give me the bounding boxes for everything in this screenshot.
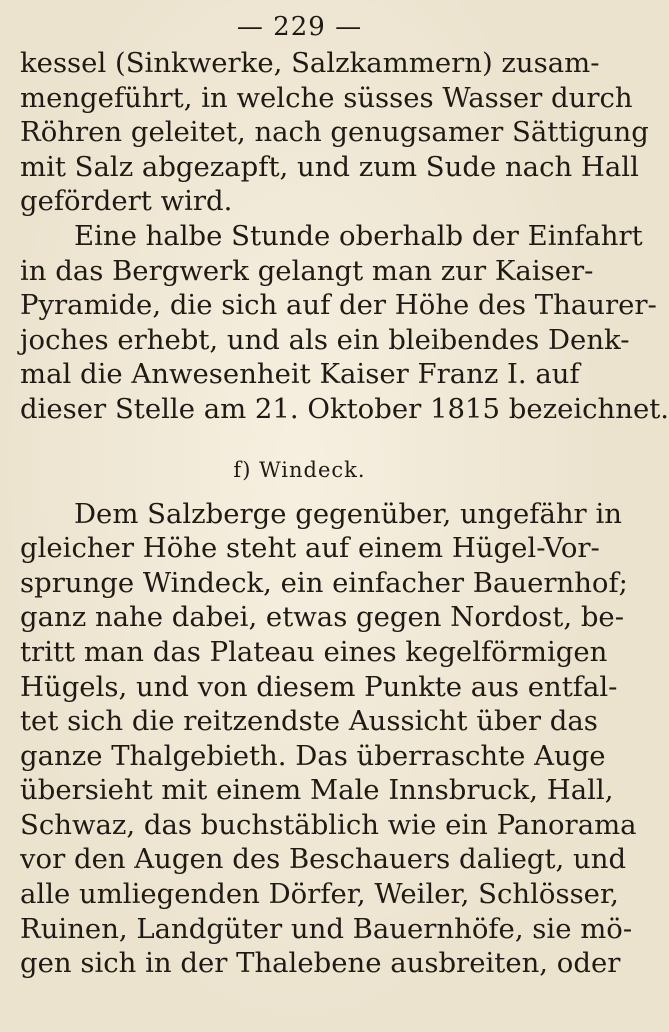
- text-line: Dem Salzberge gegenüber, ungefähr in: [74, 497, 622, 530]
- text-line: tritt man das Plateau eines kegelförmigen: [20, 635, 608, 668]
- text-line: gefördert wird.: [20, 185, 233, 218]
- text-line: Eine halbe Stunde oberhalb der Einfahrt: [74, 219, 643, 252]
- text-line: mengeführt, in welche süsses Wasser durch: [20, 81, 633, 114]
- text-line: vor den Augen des Beschauers daliegt, und: [20, 843, 627, 876]
- paragraph-1: [20, 46, 649, 219]
- text-line: alle umliegenden Dörfer, Weiler, Schlösser,: [20, 878, 619, 911]
- paragraph-2: [20, 219, 669, 427]
- text-line: Pyramide, die sich auf der Höhe des Thaurer-: [20, 289, 657, 322]
- text-line: Hügels, und von diesem Punkte aus entfal-: [20, 670, 618, 703]
- text-line: mit Salz abgezapft, und zum Sude nach Hall: [20, 150, 639, 183]
- text-line: mal die Anwesenheit Kaiser Franz I. auf: [20, 358, 580, 391]
- page-number: — 229 —: [236, 12, 363, 42]
- text-line: sprunge Windeck, ein einfacher Bauernhof;: [20, 566, 628, 599]
- text-line: ganze Thalgebieth. Das überraschte Auge: [20, 739, 606, 772]
- text-line: dieser Stelle am 21. Oktober 1815 bezeichnet.: [20, 392, 669, 425]
- text-line: ganz nahe dabei, etwas gegen Nordost, be-: [20, 601, 624, 634]
- text-line: Röhren geleitet, nach genugsamer Sättigung: [20, 116, 649, 149]
- text-line: übersieht mit einem Male Innsbruck, Hall,: [20, 774, 614, 807]
- paragraph-3: [20, 497, 637, 981]
- text-line: Schwaz, das buchstäblich wie ein Panorama: [20, 808, 637, 841]
- text-line: tet sich die reitzendste Aussicht über das: [20, 705, 598, 738]
- text-line: gen sich in der Thalebene ausbreiten, oder: [20, 947, 621, 980]
- text-line: kessel (Sinkwerke, Salzkammern) zusam-: [20, 47, 600, 79]
- section-heading: f) Windeck.: [233, 457, 366, 482]
- text-line: joches erhebt, und als ein bleibendes Denk-: [20, 323, 630, 356]
- text-line: Ruinen, Landgüter und Bauernhöfe, sie mö-: [20, 912, 633, 945]
- text-line: in das Bergwerk gelangt man zur Kaiser-: [20, 254, 594, 287]
- text-line: gleicher Höhe steht auf einem Hügel-Vor-: [20, 532, 600, 565]
